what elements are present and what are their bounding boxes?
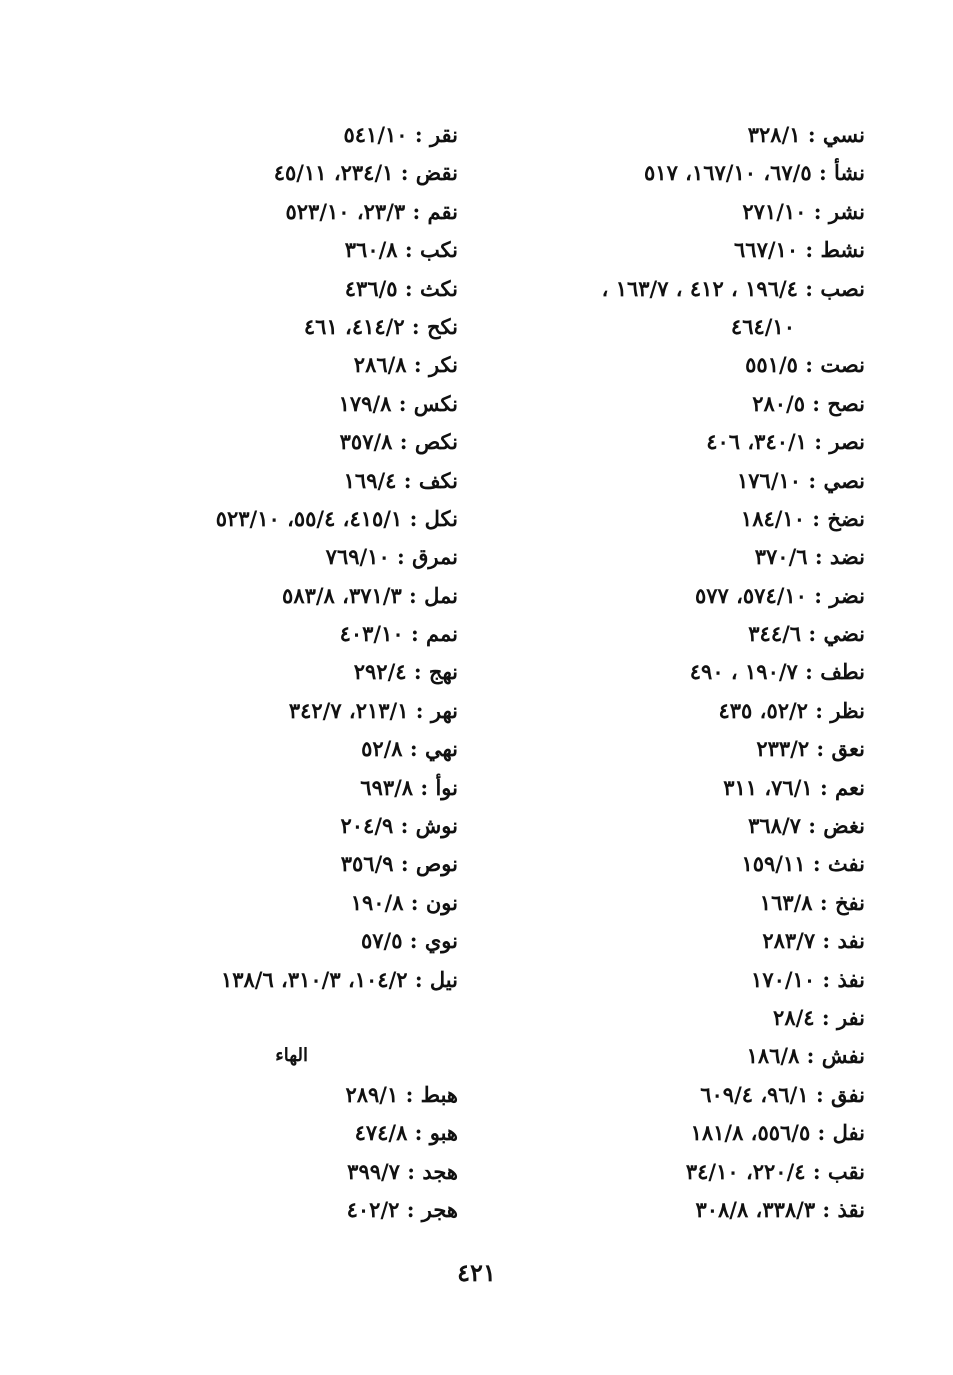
entry-separator: : [397,237,420,263]
index-entry [505,884,865,922]
entry-separator: : [401,582,425,608]
entry-separator: : [806,198,829,224]
entry-root: نوش [415,813,458,839]
entry-refs: ٥٥١/٥ [745,352,798,378]
entry-root: نغض [823,813,865,839]
entry-root: نصح [827,390,865,416]
entry-refs: ٦٧/٥، ١٦٧/١٠، ٥١٧ [644,160,812,186]
entry-separator: : [797,275,821,301]
entry-root: نقض [415,160,458,186]
entry-root: نقر [429,122,458,147]
index-entry [78,653,458,691]
entry-separator: : [806,582,830,608]
index-entry [78,462,458,500]
entry-refs: ٥٤١/١٠ [343,122,408,147]
entry-root: هبو [429,1120,458,1146]
entry-separator: : [805,851,828,877]
index-entry [78,961,458,999]
entry-separator: : [407,122,430,147]
entry-separator: : [811,160,835,186]
entry-refs: ٣٥٧/٨ [339,429,393,455]
entry-refs: ١٩٠/٧ ، ٤٩٠ [689,659,798,685]
index-entry [505,769,865,807]
entry-refs: ٤٠٣/١٠ [339,621,404,647]
index-entry [505,692,865,730]
section-heading: الهاء [275,1045,308,1067]
entry-refs: ٣٦٨/٧ [748,813,801,839]
index-entry [505,385,865,423]
entry-refs: ٢٣/٣، ٥٢٣/١٠ [285,198,406,224]
entry-refs: ٣٣٨/٣، ٣٠٨/٨ [695,1196,816,1222]
entry-root: نصي [823,467,865,493]
index-entry [505,231,865,269]
entry-refs: ٣٤٠/١، ٤٠٦ [706,429,807,455]
index-entry [505,1153,865,1191]
index-entry [78,231,458,269]
entry-separator: : [797,659,821,685]
entry-separator: : [801,467,824,493]
entry-refs: ٢٨٠/٥ [752,390,805,416]
entry-refs: ٢٢٠/٤، ٣٤/١٠ [685,1158,806,1184]
entry-refs: ٤٧٤/٨ [354,1120,408,1146]
entry-root: نكث [419,275,458,301]
entry-separator: : [797,352,821,378]
entry-root: نضد [829,544,865,570]
entry-refs: ٥٢/٢، ٤٣٥ [718,697,808,723]
entry-refs: ٢٧١/١٠ [742,198,807,224]
index-entry [505,270,865,308]
entry-root: نصر [829,429,865,455]
page-number: ٤٢١ [457,1258,496,1287]
entry-refs: ١٦٣/٨ [759,889,813,915]
entry-refs: ٩٦/١، ٦٠٩/٤ [700,1081,809,1107]
index-entry [505,1114,865,1152]
entry-root: نكح [427,313,458,339]
index-entry [505,423,865,461]
entry-root: نصب [820,275,865,301]
entry-root: نكل [424,505,458,531]
index-entry [505,1076,865,1114]
index-entry [505,116,865,154]
entry-root: نكص [414,429,458,455]
index-entry [505,730,865,768]
index-entry [505,193,865,231]
entry-separator: : [801,621,824,647]
entry-root: نهر [430,697,458,723]
index-entry [505,999,865,1037]
entry-refs: ٣٢٨/١ [747,122,801,147]
entry-separator: : [812,889,835,915]
index-entry [78,1114,458,1152]
entry-separator: : [807,697,831,723]
index-entry [78,116,458,154]
index-entry [505,1191,865,1229]
entry-refs: ٢٣٤/١، ٤٥/١١ [273,160,394,186]
index-entry [78,1076,458,1114]
entry-refs: ٧٦٩/١٠ [325,544,390,570]
entry-separator: : [806,429,830,455]
entry-separator: : [402,505,425,531]
entry-refs: ٥٢/٨ [361,736,403,762]
entry-refs: ١٩٦/٤ ، ٤١٢ ، ١٦٣/٧ ، [601,275,798,301]
entry-refs: ١٠٤/٢، ٣١٠/٣، ١٣٨/٦ [220,966,408,992]
index-entry [78,270,458,308]
entry-root: نسي [822,122,865,147]
entry-refs: ٣٥٦/٩ [340,851,394,877]
index-entry [78,1191,458,1229]
entry-separator: : [402,928,425,954]
entry-separator: : [392,429,415,455]
entry-refs: ٣٤٤/٦ [748,621,802,647]
entry-root: هجد [422,1158,458,1184]
index-entry [505,922,865,960]
index-entry [505,462,865,500]
entry-separator: : [398,1081,421,1107]
entry-refs: ١٥٩/١١ [741,851,806,877]
index-entry [505,346,865,384]
entry-root: نون [425,889,458,915]
entry-separator: : [805,505,828,531]
entry-refs: ١٨٤/١٠ [740,505,805,531]
entry-root: هبط [420,1081,458,1107]
index-entry [78,500,458,538]
entry-root: نفذ [837,966,865,992]
entry-root: نمم [426,621,458,647]
entry-root: نشر [828,198,865,224]
index-column-left [78,116,458,1229]
index-entry [78,807,458,845]
entry-refs: ٥٧/٥ [360,928,403,954]
entry-root: نمرق [412,544,458,570]
entry-separator: : [397,275,420,301]
entry-separator: : [807,544,830,570]
entry-separator: : [389,544,413,570]
entry-refs: ٢٨/٤ [773,1004,815,1030]
index-entry [78,423,458,461]
entry-root: نشط [820,237,865,263]
section-gap [78,999,458,1037]
entry-refs: ١٧٩/٨ [338,390,392,416]
index-entry [78,845,458,883]
index-entry [78,615,458,653]
index-entry [505,154,865,192]
entry-root: نفر [836,1004,865,1030]
entry-separator: : [393,160,416,186]
entry-root: نفد [837,928,865,954]
entry-refs: ١٦٩/٤ [343,467,397,493]
entry-root: نظر [830,697,865,723]
entry-separator: : [808,1081,832,1107]
entry-refs: ٥٥٦/٥، ١٨١/٨ [690,1120,811,1146]
entry-root: نهج [428,659,458,685]
entry-separator: : [406,352,429,378]
entry-separator: : [805,1158,828,1184]
entry-refs: ٣٦٠/٨ [344,237,398,263]
entry-root: نطف [820,659,865,685]
entry-root: نفل [832,1120,865,1146]
entry-separator: : [407,1120,430,1146]
entry-root: نعق [831,736,865,762]
index-entry-continuation: ٤٦٤/١٠ [730,313,795,339]
entry-root: هجر [421,1196,458,1222]
entry-separator: : [812,774,836,800]
entry-root: نهي [424,736,458,762]
entry-separator: : [413,774,436,800]
entry-refs: ٢٨٣/٧ [762,928,816,954]
entry-root: نعم [835,774,865,800]
entry-refs: ٢٠٤/٩ [340,813,394,839]
entry-refs: ٥٧٤/١٠، ٥٧٧ [694,582,807,608]
entry-separator: : [404,313,427,339]
entry-refs: ٤٣٦/٥ [344,275,398,301]
entry-separator: : [399,1158,423,1184]
entry-refs: ١٩٠/٨ [350,889,404,915]
index-entry [505,807,865,845]
index-entry [78,346,458,384]
entry-refs: ٢٩٢/٤ [353,659,407,685]
index-entry [78,1153,458,1191]
entry-root: نشأ [834,160,865,186]
index-entry [78,308,458,346]
entry-refs: ٤١٤/٢، ٤٦١ [303,313,405,339]
entry-refs: ١٧٦/١٠ [736,467,802,493]
index-entry [78,154,458,192]
entry-refs: ٧٦/١، ٣١١ [723,774,813,800]
index-entry [505,538,865,576]
entry-root: نصت [820,352,865,378]
entry-refs: ٣٧٠/٦ [754,544,808,570]
entry-refs: ٢١٣/١، ٣٤٢/٧ [288,697,409,723]
index-entry [78,385,458,423]
entry-separator: : [405,198,428,224]
entry-root: نقم [427,198,458,224]
entry-refs: ٢٨٩/١ [345,1081,399,1107]
entry-separator: : [809,736,832,762]
entry-separator: : [800,813,824,839]
entry-refs: ٦٩٣/٨ [360,774,414,800]
entry-refs: ١٧٠/١٠ [751,966,816,992]
index-entry [78,884,458,922]
index-entry [78,922,458,960]
entry-separator: : [800,122,823,147]
entry-separator: : [798,237,821,263]
index-entry [78,538,458,576]
entry-separator: : [396,467,419,493]
entry-root: نفخ [834,889,865,915]
index-entry [505,577,865,615]
entry-refs: ٣٧١/٣، ٥٨٣/٨ [282,582,402,608]
entry-separator: : [393,851,416,877]
entry-separator: : [406,659,429,685]
entry-separator: : [393,813,416,839]
entry-separator: : [403,889,426,915]
entry-root: نضخ [827,505,865,531]
entry-separator: : [402,736,425,762]
entry-root: نيل [429,966,458,992]
index-entry [505,653,865,691]
entry-refs: ٤٠٢/٢ [346,1196,400,1222]
index-entry [78,730,458,768]
entry-separator: : [403,621,427,647]
entry-separator: : [399,1196,422,1222]
entry-root: نفق [831,1081,865,1107]
entry-root: نفث [827,851,865,877]
entry-root: نوص [415,851,458,877]
entry-refs: ٣٩٩/٧ [347,1158,400,1184]
index-entry [78,193,458,231]
entry-root: نضر [829,582,865,608]
entry-root: نكف [418,467,458,493]
entry-root: نمل [424,582,458,608]
entry-separator: : [799,1043,822,1069]
index-entry [505,845,865,883]
entry-separator: : [805,390,828,416]
entry-refs: ٤١٥/١، ٥٥/٤، ٥٢٣/١٠ [215,505,403,531]
entry-root: نوأ [435,774,458,800]
entry-separator: : [810,1120,833,1146]
entry-root: نكب [419,237,458,263]
index-entry [78,577,458,615]
entry-separator: : [815,966,838,992]
index-entry [505,500,865,538]
index-entry [505,1037,865,1075]
entry-root: نكر [428,352,458,378]
index-entry [505,615,865,653]
entry-separator: : [407,966,430,992]
entry-separator: : [391,390,414,416]
index-entry [78,769,458,807]
entry-root: نضي [823,621,865,647]
entry-root: نوي [424,928,458,954]
entry-refs: ٦٦٧/١٠ [734,237,799,263]
entry-root: نقذ [837,1196,865,1222]
index-entry [505,961,865,999]
entry-separator: : [815,1196,838,1222]
entry-separator: : [814,1004,837,1030]
entry-refs: ٢٣٣/٢ [756,736,810,762]
entry-root: نفش [821,1043,865,1069]
entry-root: نكس [413,390,458,416]
index-entry [78,692,458,730]
entry-root: نقب [827,1158,865,1184]
entry-refs: ١٨٦/٨ [746,1043,800,1069]
entry-separator: : [815,928,838,954]
entry-refs: ٢٨٦/٨ [353,352,407,378]
index-column-right [505,116,865,1229]
entry-separator: : [408,697,431,723]
